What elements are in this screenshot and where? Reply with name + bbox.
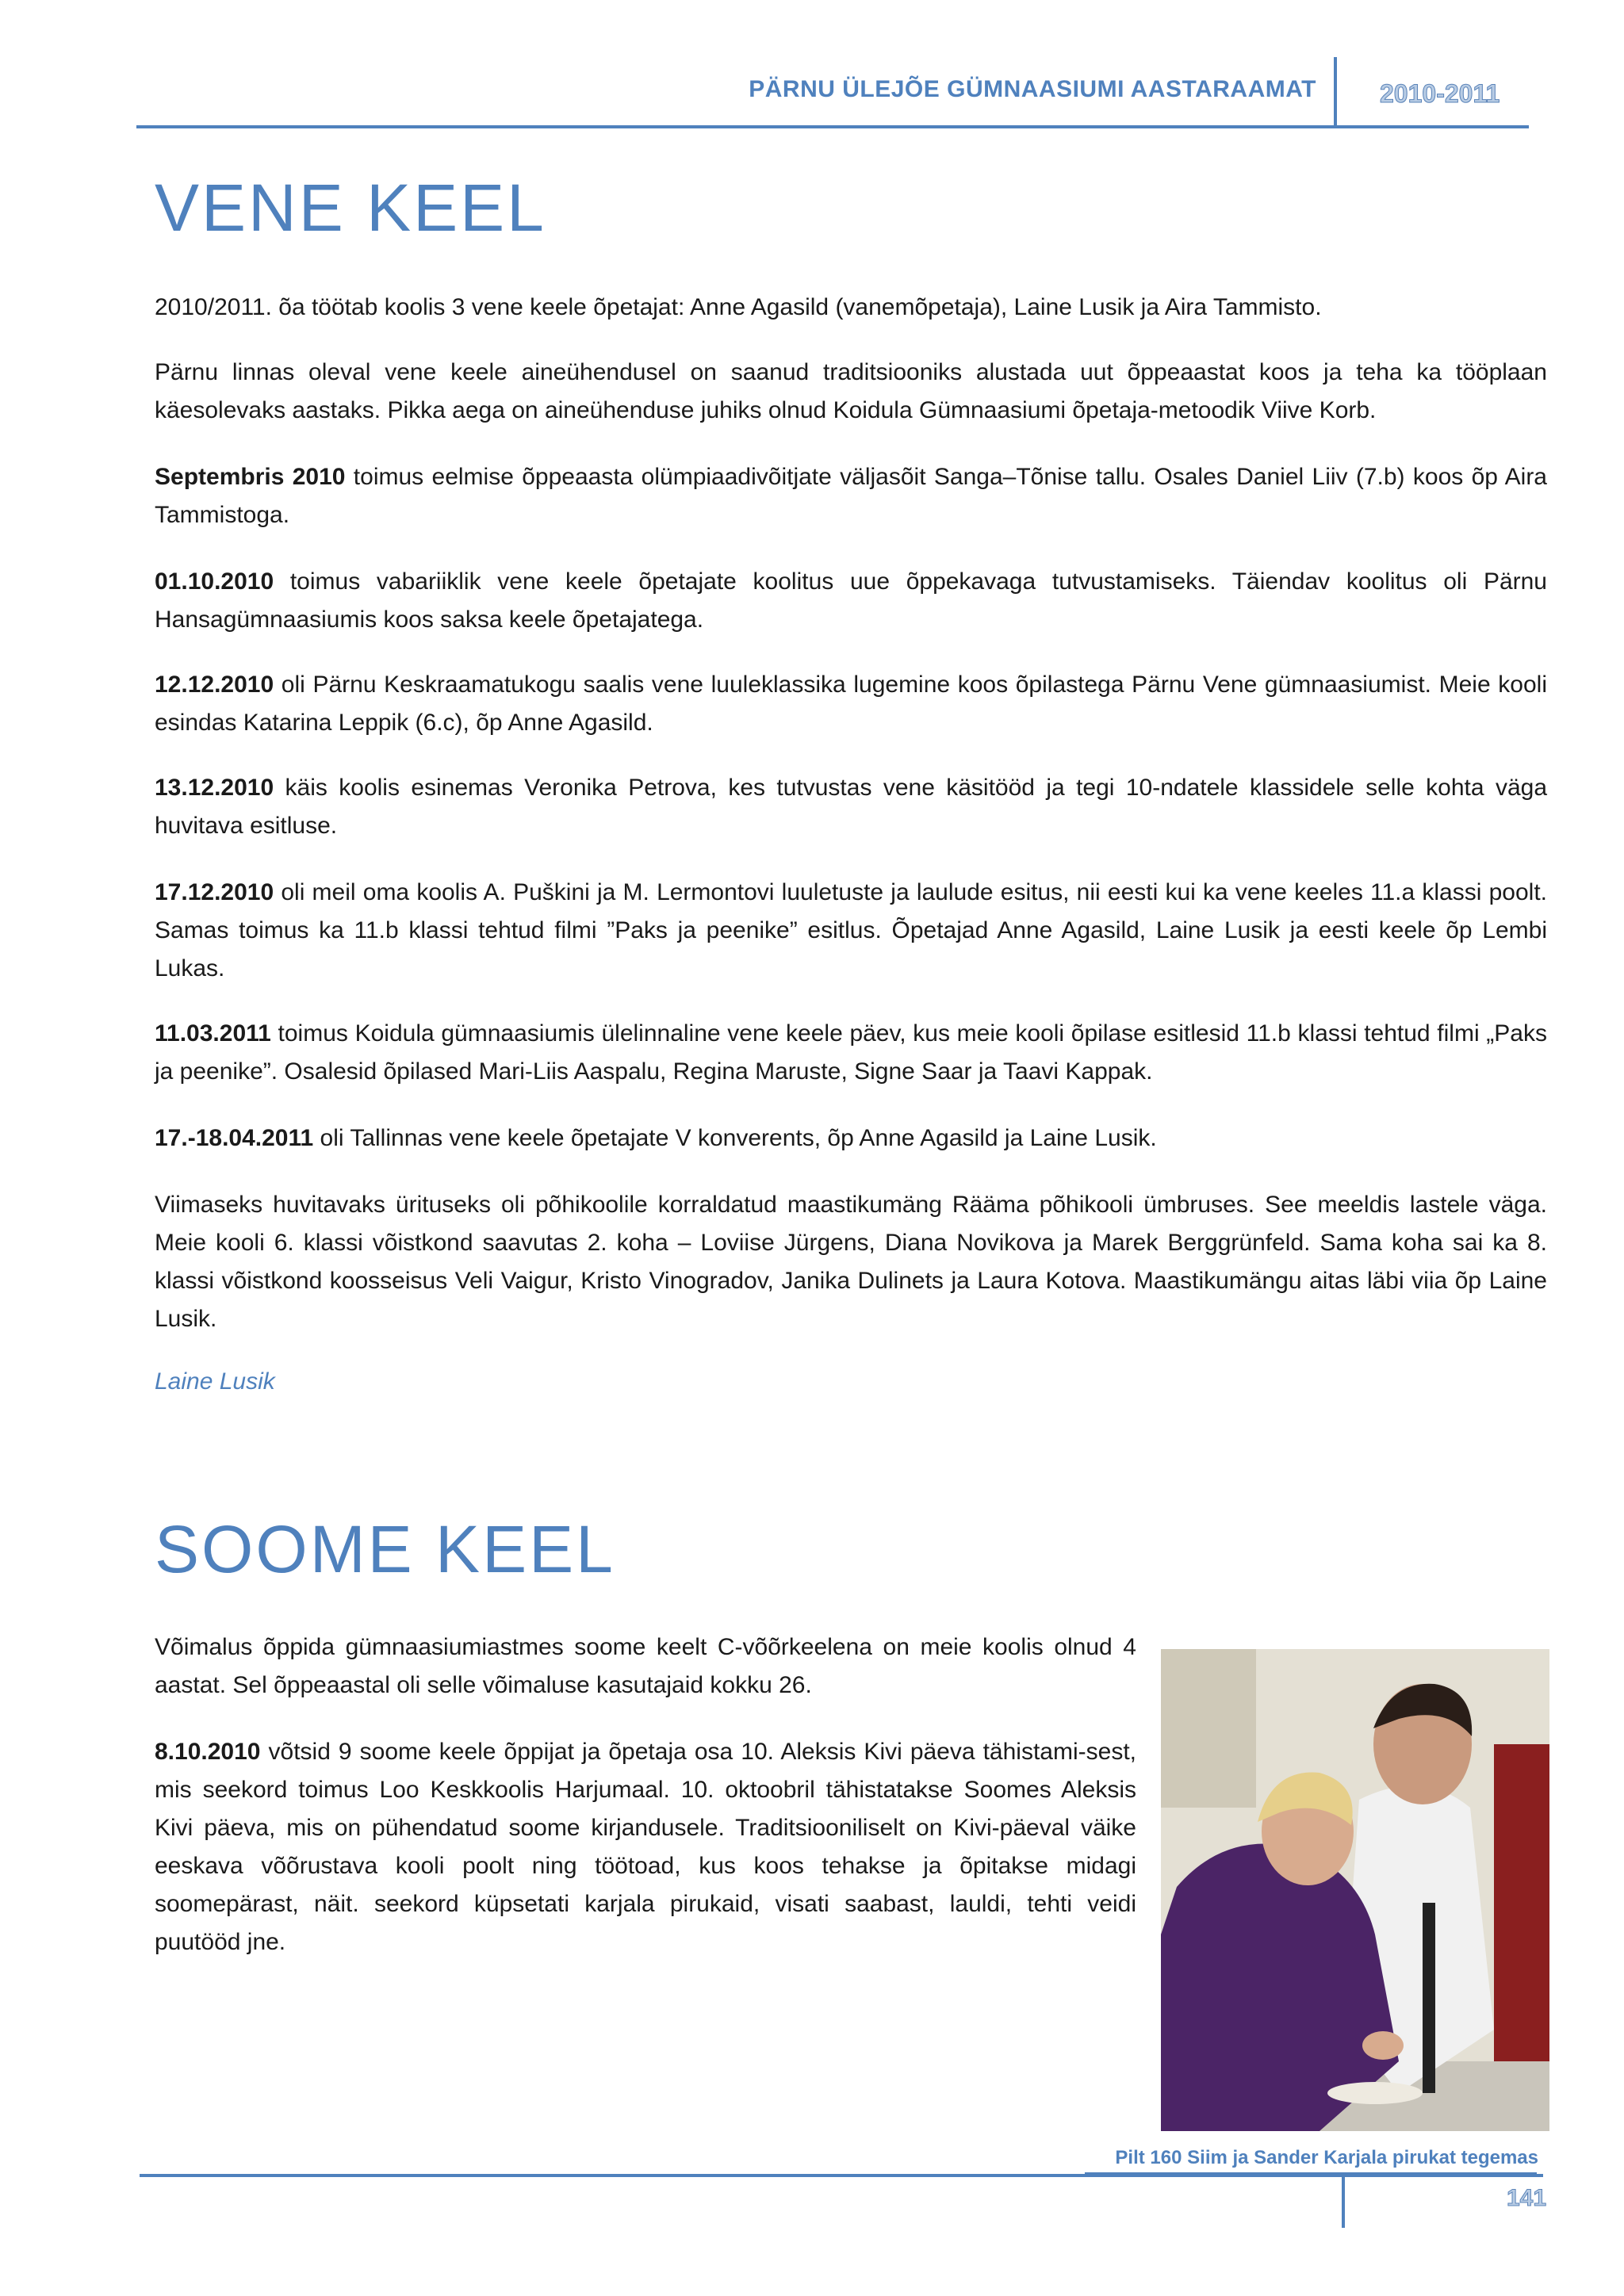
paragraph xyxy=(155,458,1547,534)
paragraph-date: 11.03.2011 xyxy=(155,1020,271,1047)
paragraph: Võimalus õppida gümnaasiumiastmes soome keelt C-võõrkeelena on meie koolis olnud 4 aastat. Sel õppeaastal oli selle võimaluse kasutajaid kokku 26. xyxy=(155,1634,1136,1698)
section-heading-vene-keel: VENE KEEL xyxy=(155,170,546,245)
author-signature: Laine Lusik xyxy=(155,1368,275,1395)
paragraph xyxy=(155,1119,1547,1158)
paragraph: 2010/2011. õa töötab koolis 3 vene keele õpetajat: Anne Agasild (vanemõpetaja), Laine Lusik ja Aira Tammisto. xyxy=(155,294,1322,320)
footer-divider xyxy=(1342,2175,1345,2228)
paragraph: Viimaseks huvitavaks ürituseks oli põhikoolile korraldatud maastikumäng Rääma põhikooli ümbruses. See meeldis lastele väga. Meie kooli 6. klassi võistkond saavutas 2. koha – Loviise Jürgens, Diana Novikova ja Marek Berggrünfeld. Sama koha sai ka 8. klassi võistkond koosseisus Veli Vaigur, Kristo Vinogradov, Janika Dulinets ja Laura Kotova. Maastikumängu aitas läbi viia õp Laine Lusik. xyxy=(155,1192,1547,1332)
paragraph-date: Septembris 2010 xyxy=(155,464,346,490)
paragraph-text: toimus eelmise õppeaasta olümpiaadivõitjate väljasõit Sanga–Tõnise tallu. Osales Daniel Liiv (7.b) koos õp Aira Tammistoga. xyxy=(155,464,1547,528)
paragraph-date: 17.12.2010 xyxy=(155,879,274,905)
paragraph-date: 8.10.2010 xyxy=(155,1739,261,1765)
paragraph-text: toimus vabariiklik vene keele õpetajate koolitus uue õppekavaga tutvustamiseks. Täiendav koolitus oli Pärnu Hansagümnaasiumis koos saksa keele õpetajatega. xyxy=(155,568,1547,633)
paragraph-text: käis koolis esinemas Veronika Petrova, kes tutvustas vene käsitööd ja tegi 10-ndatele klassidele selle kohta väga huvitava esitluse. xyxy=(155,775,1547,839)
running-header-year: 2010-2011 xyxy=(1380,79,1500,108)
paragraph-date: 17.-18.04.2011 xyxy=(155,1125,314,1151)
paragraph xyxy=(155,1015,1547,1091)
page-number: 141 xyxy=(1507,2185,1547,2211)
figure-caption: Pilt 160 Siim ja Sander Karjala pirukat tegemas xyxy=(1115,2147,1538,2168)
paragraph-text: toimus Koidula gümnaasiumis ülelinnaline vene keele päev, kus meie kooli õpilase esitlesid 11.b klassi tehtud filmi „Paks ja peenike”. Osalesid õpilased Mari-Liis Aaspalu, Regina Maruste, Signe Saar ja Taavi Kappak. xyxy=(155,1020,1547,1085)
paragraph: Pärnu linnas oleval vene keele aineühendusel on saanud traditsiooniks alustada uut õppeaastat koos ja teha ka tööplaan käesolevaks aastaks. Pikka aega on aineühenduse juhiks olnud Koidula Gümnaasiumi õpetaja-metoodik Viive Korb. xyxy=(155,359,1547,423)
paragraph xyxy=(155,666,1547,742)
paragraph-date: 12.12.2010 xyxy=(155,672,274,698)
paragraph-text: oli Tallinnas vene keele õpetajate V konverents, õp Anne Agasild ja Laine Lusik. xyxy=(313,1125,1157,1151)
paragraph-date: 13.12.2010 xyxy=(155,775,274,801)
paragraph-text: oli Pärnu Keskraamatukogu saalis vene luuleklassika lugemine koos õpilastega Pärnu Vene gümnaasiumist. Meie kooli esindas Katarina Leppik (6.c), õp Anne Agasild. xyxy=(155,672,1547,736)
running-header-title: PÄRNU ÜLEJÕE GÜMNAASIUMI AASTARAAMAT xyxy=(749,76,1316,102)
section-heading-soome-keel: SOOME KEEL xyxy=(155,1512,615,1586)
header-divider xyxy=(1334,57,1337,128)
paragraph xyxy=(155,1733,1136,1961)
paragraph xyxy=(155,563,1547,639)
paragraph-date: 01.10.2010 xyxy=(155,568,274,595)
photo-students-baking xyxy=(1161,1649,1549,2131)
paragraph-text: oli meil oma koolis A. Puškini ja M. Lermontovi luuletuste ja laulude esitus, nii eesti kui ka vene keeles 11.a klassi poolt. Samas toimus ka 11.b klassi tehtud filmi ”Paks ja peenike” esitlus. Õpetajad Anne Agasild, Laine Lusik ja eesti keele õp Lembi Lukas. xyxy=(155,879,1547,982)
header-rule xyxy=(136,125,1529,128)
footer-rule xyxy=(140,2174,1543,2177)
paragraph-text: võtsid 9 soome keele õppijat ja õpetaja osa 10. Aleksis Kivi päeva tähistami-sest, mis seekord toimus Loo Keskkoolis Harjumaal. 10. oktoobril tähistatakse Soomes Aleksis Kivi päeva, mis on pühendatud soome kirjandusele. Traditsiooniliselt on Kivi-päeval väike eeskava võõrustava kooli poolt ning töötoad, kus koos tehakse ja õpitakse midagi soomepärast, näit. seekord küpsetati karjala pirukaid, visati saabast, lauldi, tehti veidi puutööd jne. xyxy=(155,1739,1136,1955)
paragraph xyxy=(155,769,1547,845)
paragraph xyxy=(155,874,1547,988)
